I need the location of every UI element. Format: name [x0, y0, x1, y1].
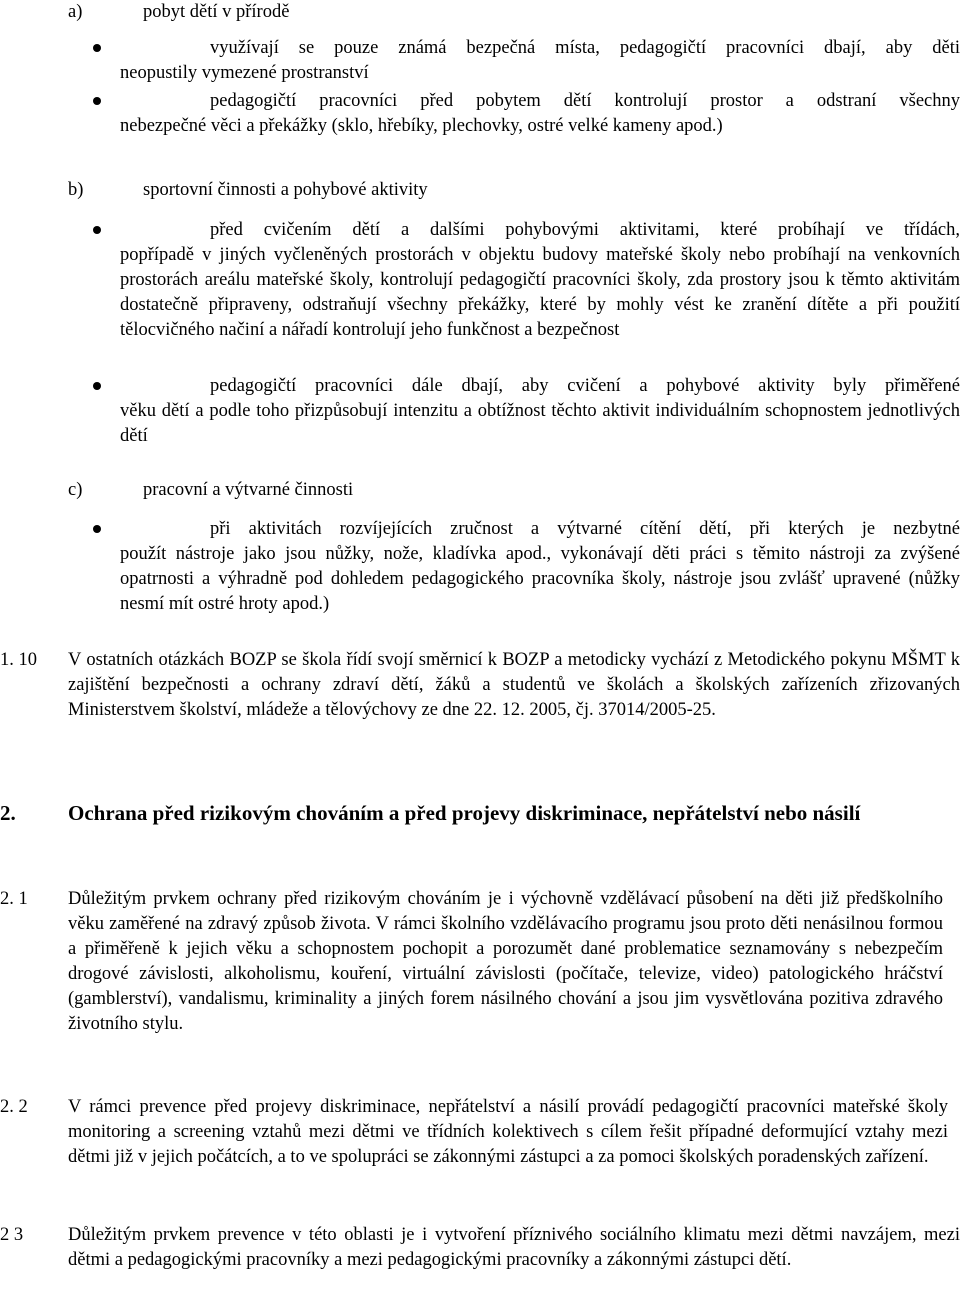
section-c-label: c) [68, 480, 83, 500]
section-c-bullet-1 [120, 517, 960, 617]
section-a-label: a) [68, 2, 83, 22]
section-heading-number: 2. [0, 801, 16, 825]
section-a-bullet-2 [120, 89, 960, 139]
paragraph-number: 1. 10 [0, 650, 37, 670]
bullet-rest: popřípadě v jiných vyčleněných prostorách v objektu budovy mateřské školy nebo probíhají na venkovních prostorách areálu mateřské školy, kontrolují pedagogičtí pracovníci školy, zda prostory jsou k těmto aktivitám dostatečně připraveny, odstraňují všechny překážky, které by mohly vést ke zranění dítěte a při použití tělocvičného načiní a nářadí kontrolují jeho funkčnost a bezpečnost [120, 245, 960, 340]
section-b-bullet-2 [120, 374, 960, 449]
paragraph-2-3: Důležitým prvkem prevence v této oblasti je i vytvoření příznivého sociálního klimatu mezi dětmi navzájem, mezi dětmi a pedagogickými pracovníky a mezi pedagogickými pracovníky a zákonnými zástupci dětí. [68, 1225, 960, 1270]
section-a-bullet-1 [120, 36, 960, 86]
section-heading: Ochrana před rizikovým chováním a před projevy diskriminace, nepřátelství nebo násilí [68, 801, 861, 825]
bullet-rest: použít nástroje jako jsou nůžky, nože, kladívka apod., vykonávají děti práci s těmito nástroji za zvýšené opatrnosti a výhradně pod dohledem pedagogického pracovníka školy, nástroje jsou zvlášť upravené (nůžky nesmí mít ostré hroty apod.) [120, 544, 960, 614]
bullet-first-line: při aktivitách rozvíjejících zručnost a výtvarné cítění dětí, při kterých je nezbytné [210, 519, 960, 539]
paragraph-2-1: Důležitým prvkem ochrany před rizikovým chováním je i výchovně vzdělávací působení na děti již předškolního věku zaměřené na zdravý způsob života. V rámci školního vzdělávacího programu jsou proto děti nenásilnou formou a přiměřeně k jejich věku a schopnostem pochopit a porozumět dané problematice seznamovány s nebezpečím drogové závislosti, alkoholismu, kouření, virtuální závislosti (počítače, televize, video) patologického hráčství (gamblerství), vandalismu, kriminality a jiných forem násilného chování a jsou jim vysvětlována pozitiva zdravého životního stylu. [68, 889, 943, 1034]
bullet-first-line: pedagogičtí pracovníci před pobytem dětí kontrolují prostor a odstraní všechny [210, 91, 960, 111]
paragraph-2-2: V rámci prevence před projevy diskriminace, nepřátelství a násilí provádí pedagogičtí pracovníci mateřské školy monitoring a screening vztahů mezi dětmi ve třídních kolektivech s cílem řešit případné deformující vztahy mezi dětmi již v jejich počátcích, a to ve spolupráci se zákonnými zástupci a za pomoci školských poradenských zařízení. [68, 1097, 948, 1167]
paragraph-number: 2 3 [0, 1225, 24, 1245]
bullet-icon [93, 525, 101, 533]
paragraph-1-10: V ostatních otázkách BOZP se škola řídí svojí směrnicí k BOZP a metodicky vychází z Metodického pokynu MŠMT k zajištění bezpečnosti a ochrany zdraví dětí, žáků a studentů ve školách a školských zařízeních zřizovaných Ministerstvem školství, mládeže a tělovýchovy ze dne 22. 12. 2005, čj. 37014/2005-25. [68, 650, 960, 720]
bullet-icon [93, 382, 101, 390]
bullet-first-line: pedagogičtí pracovníci dále dbají, aby cvičení a pohybové aktivity byly přiměřené [210, 376, 960, 396]
bullet-first-line: využívají se pouze známá bezpečná místa, pedagogičtí pracovníci dbají, aby děti [210, 38, 960, 58]
section-b-label: b) [68, 180, 84, 200]
bullet-icon [93, 226, 101, 234]
section-b-title: sportovní činnosti a pohybové aktivity [143, 180, 428, 200]
bullet-icon [93, 44, 101, 52]
bullet-icon [93, 97, 101, 105]
section-a-title: pobyt dětí v přírodě [143, 2, 290, 22]
paragraph-number: 2. 1 [0, 889, 28, 909]
bullet-first-line: před cvičením dětí a dalšími pohybovými aktivitami, které probíhají ve třídách, [210, 220, 960, 240]
section-b-bullet-1 [120, 218, 960, 343]
bullet-rest: věku dětí a podle toho přizpůsobují intenzitu a obtížnost těchto aktivit individuálním schopnostem jednotlivých dětí [120, 401, 960, 446]
bullet-rest: nebezpečné věci a překážky (sklo, hřebíky, plechovky, ostré velké kameny apod.) [120, 116, 723, 136]
section-c-title: pracovní a výtvarné činnosti [143, 480, 354, 500]
paragraph-number: 2. 2 [0, 1097, 28, 1117]
bullet-rest: neopustily vymezené prostranství [120, 63, 369, 83]
